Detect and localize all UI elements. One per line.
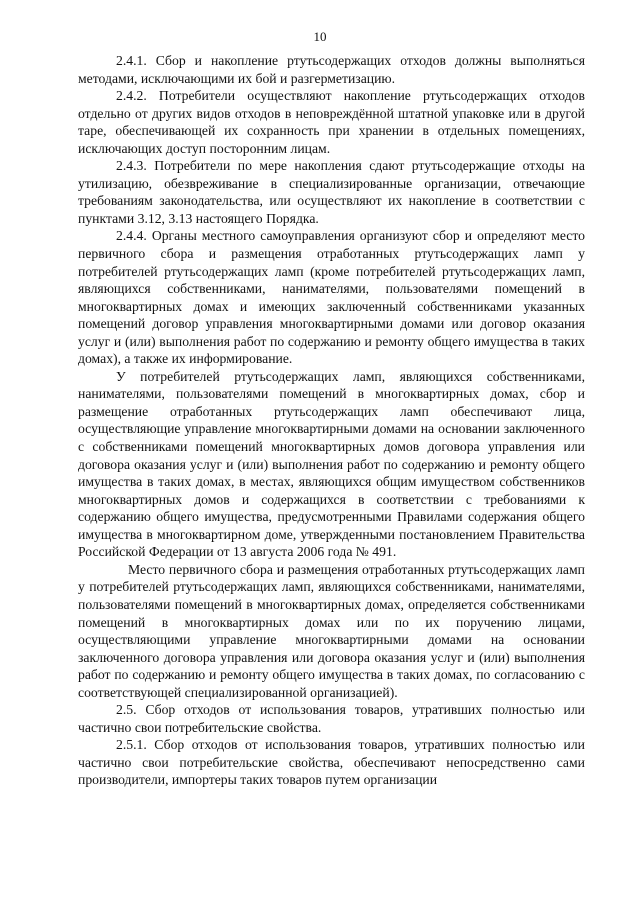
paragraph-collection-place: Место первичного сбора и размещения отработанных ртутьсодержащих ламп у потребителей ртутьсодержащих ламп, являющихся собственниками, нанимателями, пользователями помещений в многоквартирных домах, определяется собственниками помещений в многоквартирных домах или по их поручению лицами, осуществляющими управление многоквартирными домами на основании заключенного договора управления или договора оказания услуг и (или) выполнения работ по содержанию и ремонту общего имущества в таких домах, по согласованию с соответствующей специализированной организацией). [78, 561, 585, 700]
paragraph-2-4-1: 2.4.1. Сбор и накопление ртутьсодержащих отходов должны выполняться методами, исключающими их бой и разгерметизацию. [78, 53, 585, 86]
paragraph-lamp-consumers: У потребителей ртутьсодержащих ламп, являющихся собственниками, нанимателями, пользователями помещений в многоквартирных домах, сбор и размещение отработанных ртутьсодержащих ламп обеспечивают лица, осуществляющие управление многоквартирными домами на основании заключенного с собственниками помещений многоквартирных домов договора управления или договора оказания услуг и (или) выполнения работ по содержанию и ремонту общего имущества в таких домах, в местах, являющихся общим имуществом собственников многоквартирных домов и содержащихся в соответствии с требованиями к содержанию общего имущества, предусмотренными Правилами содержания общего имущества в многоквартирном доме, утвержденными постановлением Правительства Российской Федерации от 13 августа 2006 года № 491. [78, 368, 585, 560]
paragraph-2-4-3: 2.4.3. Потребители по мере накопления сдают ртутьсодержащие отходы на утилизацию, обезвреживание в специализированные организации, отвечающие требованиям законодательства, или осуществляют их накопление в соответствии с пунктами 3.12, 3.13 настоящего Порядка. [78, 158, 585, 226]
paragraph-2-5-1: 2.5.1. Сбор отходов от использования товаров, утративших полностью или частично свои потребительские свойства, обеспечивают непосредственно сами производители, импортеры таких товаров путем организации [78, 737, 585, 788]
paragraph-2-5: 2.5. Сбор отходов от использования товаров, утративших полностью или частично свои потребительские свойства. [78, 702, 585, 735]
document-body [78, 52, 585, 789]
paragraph-2-4-2: 2.4.2. Потребители осуществляют накопление ртутьсодержащих отходов отдельно от других видов отходов в неповреждённой штатной упаковке или в другой таре, обеспечивающей их сохранность при хранении в отдельных помещениях, исключающих доступ посторонним лицам. [78, 88, 585, 156]
paragraph-2-4-4: 2.4.4. Органы местного самоуправления организуют сбор и определяют место первичного сбора и размещения отработанных ртутьсодержащих ламп у потребителей ртутьсодержащих ламп (кроме потребителей ртутьсодержащих ламп, являющихся собственниками, нанимателями, пользователями помещений в многоквартирных домах и имеющих заключенный собственниками указанных помещений договор управления многоквартирными домами или договор оказания услуг и (или) выполнения работ по содержанию и ремонту общего имущества в таких домах), а также их информирование. [78, 228, 585, 367]
page-number: 10 [313, 29, 327, 44]
